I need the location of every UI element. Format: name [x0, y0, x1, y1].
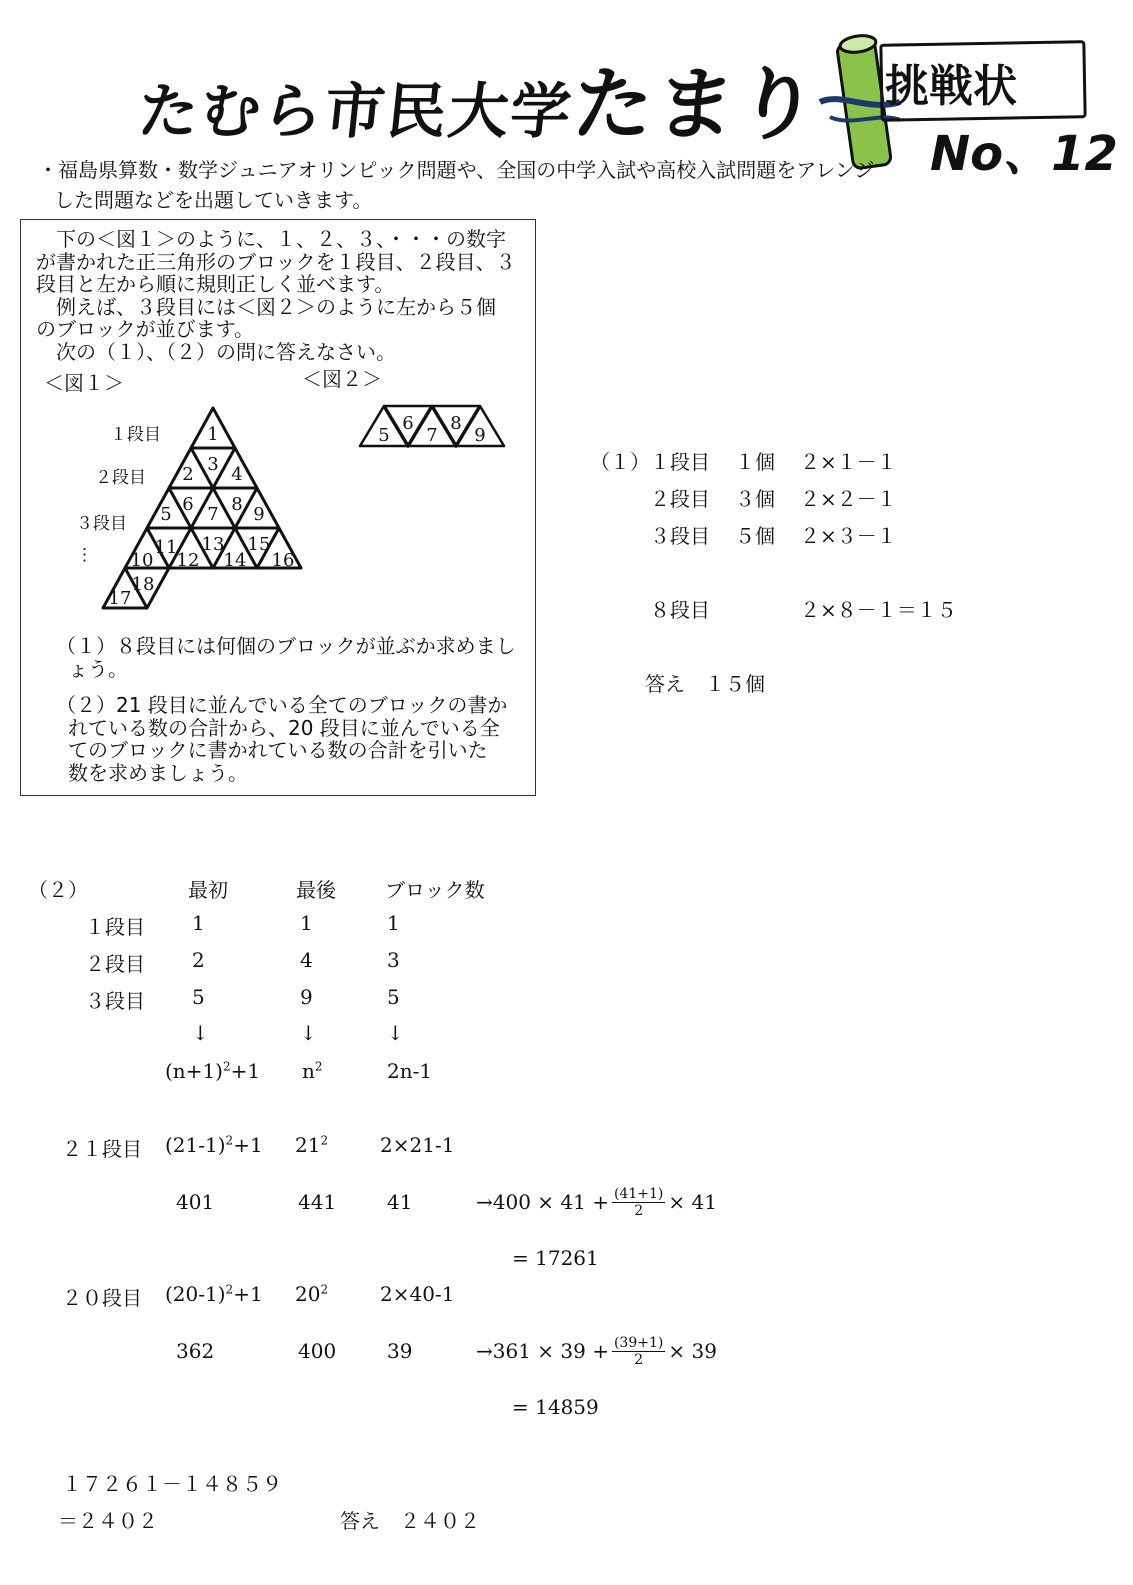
cell-first: 1: [192, 911, 205, 935]
row21-count-value: 41: [387, 1190, 413, 1214]
question-2: [56, 694, 507, 784]
issue-number: No、12: [930, 126, 1118, 182]
cell-last: 1: [300, 911, 313, 935]
fig1-num: 1: [207, 424, 219, 445]
row21-first-tail: +1: [233, 1133, 263, 1157]
cell-last: 4: [300, 948, 313, 972]
question-1: [56, 635, 516, 680]
row21-count-formula: 2×21-1: [380, 1133, 455, 1157]
fig1-num: 6: [182, 494, 194, 515]
row20-calc-b: × 39: [668, 1339, 717, 1363]
fig1-num: 14: [223, 550, 247, 571]
header-count: ブロック数: [385, 878, 485, 902]
row20-first-exp: 2: [225, 1282, 234, 1297]
row20-first-formula: [165, 1282, 263, 1306]
question-2-line: れている数の合計から、20 段目に並んでいる全: [68, 715, 500, 740]
cell-count: 1: [387, 911, 400, 935]
row21-first-formula: [165, 1133, 263, 1157]
fig1-num: 7: [207, 504, 219, 525]
series-title: [134, 40, 826, 155]
formula-first-tail: +1: [230, 1059, 261, 1083]
fig1-num: 4: [231, 464, 243, 485]
answer1-row: ２段目: [650, 487, 710, 511]
row20-last-exp: 2: [320, 1282, 329, 1297]
fig1-label: ＜図１＞: [44, 371, 124, 395]
intro-line-2: した問題などを出題していきます。: [54, 188, 373, 212]
row21-label: ２１段目: [62, 1137, 142, 1161]
problem-line: のブロックが並びます。: [36, 317, 254, 341]
row20-calculation: [476, 1329, 717, 1373]
row21-frac-den: 2: [634, 1202, 644, 1219]
row20-first-value: 362: [176, 1339, 215, 1363]
row21-last-value: 441: [298, 1190, 337, 1214]
answer1-expr: ２×２－１: [800, 487, 897, 511]
answer1-row8-expr: ２×８－１＝１５: [800, 598, 957, 622]
fig1-num: 11: [154, 537, 178, 558]
row21-fraction: [612, 1186, 665, 1219]
formula-count: 2n-1: [387, 1059, 433, 1083]
row21-last-formula: [295, 1133, 328, 1157]
title-big: たまり: [568, 58, 825, 151]
answer1-row8: ８段目: [650, 598, 710, 622]
fig1-num: 3: [207, 454, 219, 475]
difference-line-1: １７２６１－１４８５９: [62, 1472, 282, 1496]
row21-calc-a: →400 × 41 +: [476, 1190, 609, 1214]
formula-first-base: (n+1): [165, 1059, 223, 1083]
row20-label: ２０段目: [62, 1286, 142, 1310]
row20-first-tail: +1: [233, 1282, 263, 1306]
row20-calc-a: →361 × 39 +: [476, 1339, 609, 1363]
header-last: 最後: [296, 878, 336, 902]
formula-first: [165, 1059, 260, 1083]
formula-last: [302, 1059, 323, 1083]
answer1-expr: ２×３－１: [800, 524, 897, 548]
row-label: ３段目: [85, 989, 145, 1013]
row21-last-exp: 2: [320, 1133, 329, 1148]
answer2-label: （２）: [28, 878, 88, 902]
fig1-num: 5: [160, 504, 172, 525]
figure-1-triangle-grid: [90, 400, 320, 620]
answer2-final: 答え ２４０２: [340, 1509, 480, 1533]
question-2-line: 数を求めましょう。: [68, 760, 248, 785]
answer1-final: 答え １５個: [645, 672, 765, 696]
row-label-2: ２段目: [95, 468, 146, 488]
fig1-num: 13: [201, 534, 225, 555]
row21-frac-num: (41+1): [613, 1185, 664, 1202]
row21-first-exp: 2: [225, 1133, 234, 1148]
arrow-down: ↓: [387, 1021, 404, 1045]
fig1-num: 18: [131, 574, 155, 595]
formula-first-exp: 2: [222, 1059, 231, 1074]
row20-last-base: 20: [295, 1282, 321, 1306]
row-label-3: ３段目: [76, 514, 127, 534]
fig1-num: 12: [176, 550, 200, 571]
fig2-num: 9: [474, 425, 486, 446]
fig1-num: 15: [247, 534, 271, 555]
cell-first: 5: [192, 985, 205, 1009]
fig1-num: 10: [130, 550, 154, 571]
fig2-label: ＜図２＞: [302, 367, 382, 391]
fig1-num: 16: [271, 550, 295, 571]
answer1-row: １段目: [650, 450, 710, 474]
formula-last-exp: 2: [314, 1059, 323, 1074]
row20-last-value: 400: [298, 1339, 337, 1363]
fig1-num: 17: [108, 588, 132, 609]
question-2-line: てのブロックに書かれている数の合計を引いた: [68, 738, 488, 762]
row-label: １段目: [85, 915, 145, 939]
row21-last-base: 21: [295, 1133, 321, 1157]
row21-calculation: [476, 1180, 717, 1224]
problem-line: 下の＜図１＞のように、１、２、３、・・・の数字: [36, 227, 506, 251]
row21-result: = 17261: [512, 1246, 599, 1270]
fig1-num: 8: [231, 494, 243, 515]
row21-first-base: (21-1): [165, 1133, 226, 1157]
row20-frac-den: 2: [634, 1351, 644, 1368]
row20-count-value: 39: [387, 1339, 413, 1363]
fig2-num: 8: [450, 413, 462, 434]
answer1-label: （１）: [590, 450, 650, 474]
problem-line: 例えば、３段目には＜図２＞のように左から５個: [36, 294, 496, 319]
header-first: 最初: [188, 878, 228, 902]
cell-last: 9: [300, 985, 313, 1009]
problem-statement: [36, 228, 516, 363]
fig2-num: 6: [402, 413, 414, 434]
figure-2-row: [355, 400, 510, 455]
row21-calc-b: × 41: [668, 1190, 717, 1214]
title-small: たむら市民大学: [134, 77, 577, 147]
problem-line: 段目と左から順に規則正しく並べます。: [36, 272, 395, 296]
challenge-label: 挑戦状: [885, 61, 1017, 112]
question-2-line: （２）21 段目に並んでいる全てのブロックの書か: [56, 693, 508, 717]
cell-count: 5: [387, 985, 400, 1009]
answer1-row: ３段目: [650, 524, 710, 548]
formula-last-base: n: [302, 1059, 315, 1083]
row20-result: = 14859: [512, 1395, 599, 1419]
answer1-expr: ２×１－１: [800, 450, 897, 474]
problem-line: が書かれた正三角形のブロックを１段目、２段目、３: [36, 249, 516, 274]
answer1-count: ３個: [735, 487, 775, 511]
question-1-line: ょう。: [68, 656, 128, 681]
row-label: ２段目: [85, 952, 145, 976]
answer1-count: ５個: [735, 524, 775, 548]
answer1-count: １個: [735, 450, 775, 474]
problem-line: 次の（１）、（２）の問に答えなさい。: [36, 339, 396, 364]
intro-text: [38, 155, 874, 215]
fig2-num: 7: [426, 425, 438, 446]
row-label-more: ⋮: [76, 545, 93, 565]
intro-line-1: ・福島県算数・数学ジュニアオリンピック問題や、全国の中学入試や高校入試問題をアレンジ: [38, 158, 875, 182]
difference-line-2: ＝２４０２: [58, 1509, 158, 1533]
fig1-num: 2: [182, 464, 194, 485]
fig2-num: 5: [378, 425, 390, 446]
row20-fraction: [612, 1335, 665, 1368]
question-1-line: （１）８段目には何個のブロックが並ぶか求めまし: [56, 634, 516, 658]
arrow-down: ↓: [300, 1021, 317, 1045]
cell-first: 2: [192, 948, 205, 972]
fig1-num: 9: [253, 504, 265, 525]
arrow-down: ↓: [192, 1021, 209, 1045]
row20-frac-num: (39+1): [613, 1334, 664, 1351]
cell-count: 3: [387, 948, 400, 972]
row20-first-base: (20-1): [165, 1282, 226, 1306]
row-label-1: １段目: [110, 425, 161, 445]
row20-last-formula: [295, 1282, 328, 1306]
row20-count-formula: 2×40-1: [380, 1282, 455, 1306]
row21-first-value: 401: [176, 1190, 215, 1214]
